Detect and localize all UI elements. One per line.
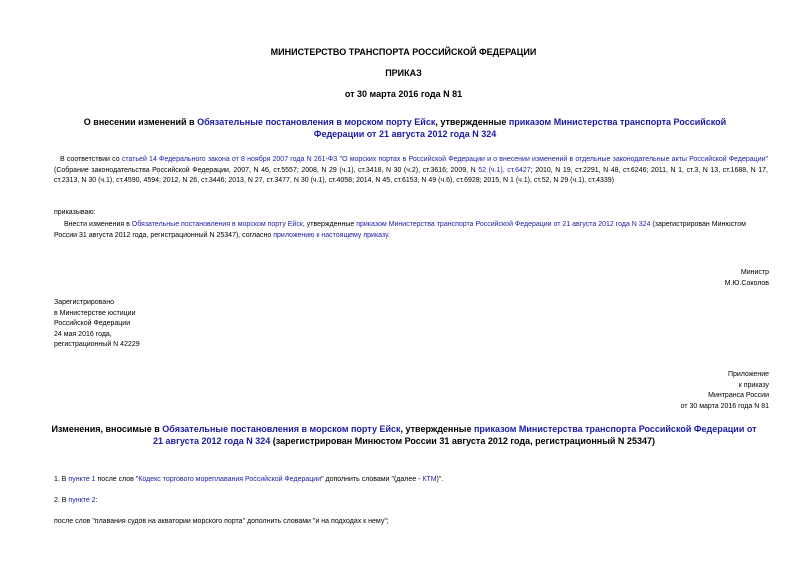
order-link-regulations[interactable]: Обязательные постановления в морском порту Ейск bbox=[131, 221, 303, 228]
preamble-text-1: В соответствии со bbox=[60, 156, 122, 163]
order-text-2: , утвержденные bbox=[302, 221, 357, 228]
title-link-order-324[interactable]: приказом Министерства транспорта Российской Федерации от 21 августа 2012 года N 324 bbox=[313, 117, 727, 139]
title-text-1: О внесении изменений в bbox=[83, 117, 198, 127]
item1-link-code[interactable]: Кодекс торгового мореплавания Российской Федерации bbox=[138, 476, 322, 483]
order-title bbox=[60, 117, 750, 140]
registration-line-1: Зарегистрировано bbox=[54, 299, 114, 306]
changes-title-text-1: Изменения, вносимые в bbox=[51, 424, 163, 434]
order-date: от 30 марта 2016 года N 81 bbox=[344, 89, 463, 99]
item1-text-b: после слов " bbox=[95, 476, 139, 483]
item2-text-a: 2. В bbox=[54, 497, 69, 504]
item1-text-a: 1. В bbox=[54, 476, 69, 483]
item1-text-d: )". bbox=[436, 476, 444, 483]
registration-line-2: в Министерстве юстиции bbox=[54, 309, 136, 317]
item1-link-clause-1[interactable]: пункте 1 bbox=[68, 476, 96, 483]
appendix-line-3: Минтранса России bbox=[708, 392, 769, 399]
changes-title-link-regulations[interactable]: Обязательные постановления в морском порту Ейск bbox=[162, 424, 401, 434]
item2-link-clause-2[interactable]: пункте 2 bbox=[68, 497, 96, 504]
appendix-line-2: к приказу bbox=[738, 381, 769, 389]
change-item-2 bbox=[54, 496, 98, 507]
preamble-link-2009[interactable]: 52 (ч.1), ст.6427 bbox=[478, 166, 531, 174]
order-word: приказываю: bbox=[54, 209, 96, 216]
change-item-1 bbox=[54, 475, 443, 486]
title-text-2: , утвержденные bbox=[435, 117, 509, 127]
order-text-4: . bbox=[387, 231, 390, 239]
change-item-3: после слов "плавания судов на акватории морского порта" дополнить словами "и на подходах к нему"; bbox=[54, 518, 389, 525]
preamble-link-law[interactable]: статьей 14 Федерального закона от 8 ноября 2007 года N 261-ФЗ "О морских портах в Российской Федерации и о внесении изменений в отдельные законодательные акты Российской Федерации" bbox=[121, 156, 768, 163]
order-link-order-324[interactable]: приказом Министерства транспорта Российской Федерации от 21 августа 2012 года N 324 bbox=[356, 221, 651, 228]
changes-title-text-3: (зарегистрирован Минюстом России 31 августа 2012 года, регистрационный N 25347) bbox=[270, 435, 655, 446]
item1-link-ktm[interactable]: КТМ bbox=[422, 476, 437, 483]
item2-text-b: : bbox=[95, 497, 98, 504]
registration-line-4: 24 мая 2016 года, bbox=[54, 330, 112, 338]
registration-line-3: Российской Федерации bbox=[54, 320, 131, 327]
order-heading: ПРИКАЗ bbox=[385, 68, 422, 78]
changes-title-text-2: , утвержденные bbox=[400, 424, 474, 434]
changes-title bbox=[48, 424, 760, 447]
order-text-3: (зарегистрирован Минюстом России 31 августа 2012 года, регистрационный N 25347), согласно bbox=[54, 221, 746, 239]
changes-title-link-order-324[interactable]: приказом Министерства транспорта Российской Федерации от 21 августа 2012 года N 324 bbox=[153, 424, 757, 446]
preamble-paragraph bbox=[54, 155, 768, 187]
order-text-1: Внести изменения в bbox=[64, 221, 132, 228]
registration-block bbox=[54, 298, 140, 351]
registration-line-5: регистрационный N 42229 bbox=[54, 341, 140, 348]
title-link-regulations[interactable]: Обязательные постановления в морском порту Ейск bbox=[197, 117, 436, 127]
preamble-text-2: (Собрание законодательства Российской Федерации, 2007, N 46, ст.5557; 2008, N 29 (ч.1), ст.3418, N 30 (ч.2), ст.3616; 2009, N bbox=[54, 166, 479, 174]
preamble-text-3: ; 2010, N 19, ст.2291, N 48, ст.6246; 2011, N 1, ст.3, N 13, ст.1688, N 17, ст.2313, N 30 (ч.1), ст.4590, 4594; 2012, N 26, ст.3446; 2013, N 27, ст.3477, N 30 (ч.1), ст.4058; 2014, N 45, ст.6153, N 49 (ч.6), ст.6928; 2015, N 1 (ч.1), ст.52, N 29 (ч.1), ст.4339) bbox=[54, 166, 769, 184]
item1-text-c: " дополнить словами "(далее - bbox=[321, 476, 423, 483]
appendix-block bbox=[681, 370, 769, 412]
appendix-line-1: Приложение bbox=[727, 371, 769, 378]
signature-position: Министр bbox=[740, 269, 769, 276]
order-paragraph bbox=[54, 220, 768, 241]
appendix-line-4: от 30 марта 2016 года N 81 bbox=[680, 402, 769, 410]
ministry-heading: МИНИСТЕРСТВО ТРАНСПОРТА РОССИЙСКОЙ ФЕДЕРАЦИИ bbox=[270, 47, 537, 57]
order-link-appendix[interactable]: приложению к настоящему приказу bbox=[273, 231, 388, 239]
signature-block bbox=[725, 268, 769, 289]
signature-name: М.Ю.Соколов bbox=[724, 279, 769, 287]
